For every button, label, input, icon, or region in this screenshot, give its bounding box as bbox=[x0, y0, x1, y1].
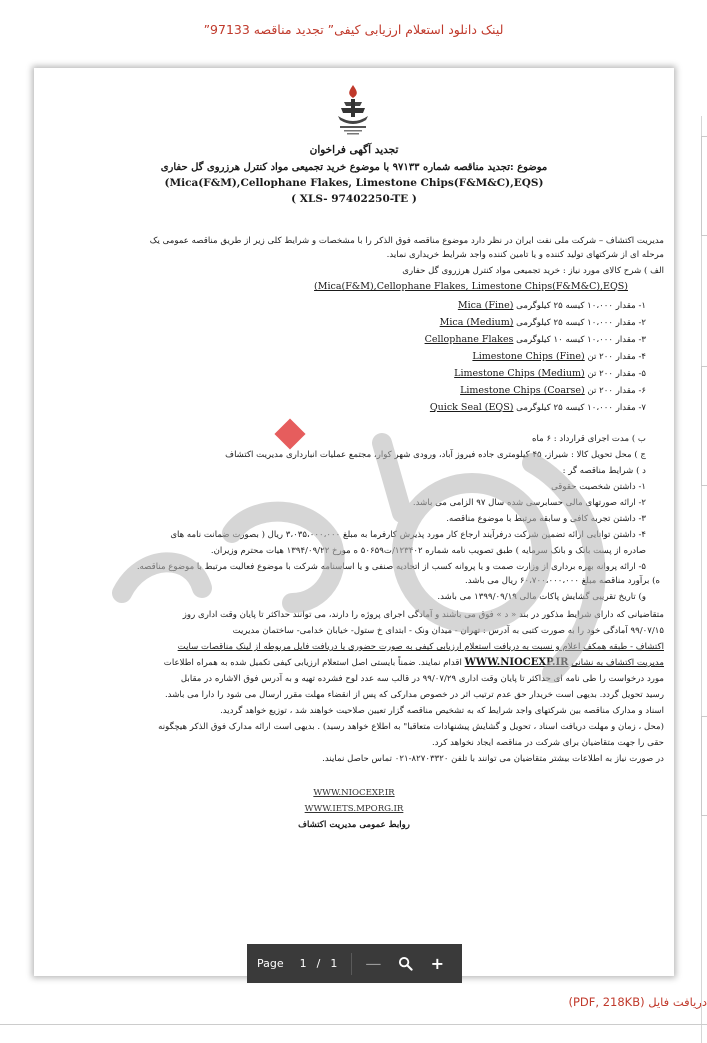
list-item: ۷- مقدار ۱۰،۰۰۰ کیسه ۲۵ کیلوگرمی Quick Seal (EQS) bbox=[429, 402, 646, 413]
notice-subject-en: (Mica(F&M),Cellophane Flakes, Limestone Chips(F&M&C),EQS) bbox=[164, 177, 544, 189]
paragraph-line: متقاضیانی که دارای شرایط مذکور در بند « د » فوق می باشند و آمادگی اجرای پروژه را دارند، می توانند حداکثر تا پایان وقت اداری روز bbox=[182, 610, 664, 620]
tender-download-link[interactable]: لینک دانلود استعلام ارزیابی کیفی” تجدید مناقصه 97133” bbox=[203, 21, 504, 37]
section-e: ه) برآورد مناقصه مبلغ ۶۰،۷۰۰،۰۰۰،۰۰۰ ریال می باشد. bbox=[465, 576, 660, 586]
section-f: و) تاریخ تقریبی گشایش پاکات مالی ۱۳۹۹/۰۹/۱۹ می باشد. bbox=[437, 592, 646, 602]
list-item: ۱- مقدار ۱۰،۰۰۰ کیسه ۲۵ کیلوگرمی Mica (Fine) bbox=[457, 300, 646, 311]
list-item: ۵- مقدار ۲۰۰ تن Limestone Chips (Medium) bbox=[454, 368, 646, 379]
list-item: ۴- مقدار ۲۰۰ تن Limestone Chips (Fine) bbox=[472, 351, 646, 362]
paragraph-line: در صورت نیاز به اطلاعات بیشتر متقاضیان می توانند با تلفن ۸۲۷۰۳۳۲۰-۰۲۱ تماس حاصل نمایند. bbox=[322, 754, 664, 764]
download-link-header bbox=[0, 0, 707, 58]
toolbar-divider bbox=[351, 953, 352, 975]
notice-subject: موضوع :تجدید مناقصه شماره ۹۷۱۳۳ با موضوع خرید تجمیعی مواد کنترل هرزروی گل حفاری bbox=[160, 162, 548, 173]
magnifier-icon bbox=[398, 956, 413, 971]
paragraph-line: ۹۹/۰۷/۱۵ آمادگی خود را به صورت کتبی به آدرس : تهران - میدان ونک - ابتدای خ ستول- خیابان خدامی- ساختمان مدیریت bbox=[232, 626, 664, 636]
paragraph-line: مورد درخواست را طی نامه ای حداکثر تا پایان وقت اداری ۹۹/۰۷/۲۹ در قالب سه عدد لوح فشرده تهیه و به آدرس فوق الاشاره در مقابل bbox=[180, 674, 664, 684]
zoom-in-button[interactable]: + bbox=[430, 954, 445, 973]
divider bbox=[0, 1024, 707, 1025]
paragraph-line: (محل ، زمان و مهلت دریافت اسناد ، تحویل و گشایش پیشنهادات متعاقبا" به اطلاع خواهد رسید) . بدیهی است ارائه مدارک فوق الذکر هیچگونه bbox=[158, 722, 664, 732]
file-download-link[interactable]: دریافت فایل (PDF, 218KB) bbox=[568, 995, 707, 1009]
website-url-2: WWW.IETS.MPORG.IR bbox=[304, 804, 404, 814]
signature: روابط عمومی مدیریت اکتشاف bbox=[298, 820, 410, 830]
condition-4b: صادره از پست بانک و بانک سرمایه ) طبق تصویب نامه شماره ۱۲۳۴۰۲/ت۵۰۶۵۹ ه مورخ ۱۳۹۴/۰۹/۲۲ هیات محترم وزیران. bbox=[210, 546, 646, 556]
paragraph-line: اکتشاف - طبقه همکف اعلام و نسبت به دریافت استعلام ارزیابی کیفی به صورت حضوری یا دریافت فایل مربوطه از لینک مناقصات سایت bbox=[177, 642, 664, 652]
condition-3: ۳- داشتن تجربه کافی و سابقه مرتبط با موضوع مناقصه. bbox=[446, 514, 646, 524]
page-label: Page bbox=[257, 957, 284, 970]
list-item: ۶- مقدار ۲۰۰ تن Limestone Chips (Coarse) bbox=[460, 385, 646, 396]
list-item: ۲- مقدار ۱۰،۰۰۰ کیسه ۲۵ کیلوگرمی Mica (Medium) bbox=[439, 317, 646, 328]
section-c: ج ) محل تحویل کالا : شیراز، ۴۵ کیلومتری جاده فیروز آباد، ورودی شهر کوار، مجتمع عملیات انبارداری مدیریت اکتشاف bbox=[225, 450, 646, 460]
zoom-reset-button[interactable] bbox=[394, 953, 416, 975]
condition-4a: ۴- داشتن توانایی ارائه تضمین شرکت درفرآیند ارجاع کار مورد پذیرش کارفرما به مبلغ ۳،۰۳۵،۰۰۰،۰۰۰ ریال ( بصورت ضمانت نامه های bbox=[170, 530, 646, 540]
page-separator: / bbox=[316, 957, 321, 970]
paragraph-line: حقی را جهت متقاضیان برای شرکت در مناقصه ایجاد نخواهد کرد. bbox=[431, 738, 664, 748]
notice-title: تجدید آگهی فراخوان bbox=[309, 144, 399, 156]
website-url-1: WWW.NIOCEXP.IR bbox=[313, 788, 395, 798]
section-a: الف ) شرح کالای مورد نیاز : خرید تجمیعی مواد کنترل هرزروی گل حفاری bbox=[402, 266, 664, 276]
side-panel-edge bbox=[701, 116, 707, 1043]
zoom-out-button[interactable]: — bbox=[365, 954, 382, 973]
list-item: ۳- مقدار ۱۰،۰۰۰ کیسه ۱۰ کیلوگرمی Cellophane Flakes bbox=[424, 334, 646, 345]
pdf-toolbar bbox=[247, 944, 462, 983]
intro-line-1: مدیریت اکتشاف – شرکت ملی نفت ایران در نظر دارد موضوع مناقصه فوق الذکر را با مشخصات و شرایط کلی زیر از طریق مناقصه عمومی یک bbox=[149, 236, 664, 246]
intro-line-2: مرحله ای از شرکتهای تولید کننده و یا تامین کننده واجد شرایط خریداری نماید. bbox=[386, 250, 664, 260]
pdf-page bbox=[34, 68, 674, 976]
paragraph-line: رسید تحویل گردد. بدیهی است خریدار حق عدم ترتیب اثر در خصوص مدارکی که پس از انقضاء مهلت مقرر ارسال می شود را دارا می باشد. bbox=[164, 690, 664, 700]
total-pages: 1 bbox=[330, 957, 338, 970]
condition-2: ۲- ارائه صورتهای مالی حسابرسی شده سال ۹۷ الزامی می باشد. bbox=[412, 498, 646, 508]
current-page-input[interactable]: 1 bbox=[299, 957, 307, 970]
section-a-en: (Mica(F&M),Cellophane Flakes, Limestone Chips(F&M&C),EQS) bbox=[314, 281, 628, 292]
notice-code: ( XLS- 97402250-TE ) bbox=[291, 193, 417, 205]
section-b: ب ) مدت اجرای قرارداد : ۶ ماه bbox=[531, 434, 646, 444]
section-d: د ) شرایط مناقصه گر : bbox=[562, 466, 646, 476]
paragraph-line: اسناد و مدارک مناقصه بین شرکتهای واجد شرایط که به تشخیص مناقصه گزار تعیین صلاحیت خواهند شد ، توزیع خواهد گردید. bbox=[220, 706, 664, 716]
condition-1: ۱- داشتن شخصیت حقوقی bbox=[551, 482, 646, 492]
nioc-logo-icon bbox=[330, 82, 376, 138]
paragraph-line: مدیریت اکتشاف به نشانی WWW.NIOCEXP.IR اقدام نمایند. ضمناً بایستی اصل استعلام ارزیابی کیفی تکمیل شده به همراه اطلاعات bbox=[163, 657, 664, 668]
condition-5: ۵- ارائه پروانه بهره برداری از وزارت صمت و یا پروانه کسب از اتحادیه صنفی و یا اساسنامه شرکت با موضوع فعالیت مرتبط با موضوع مناقصه. bbox=[136, 562, 646, 572]
